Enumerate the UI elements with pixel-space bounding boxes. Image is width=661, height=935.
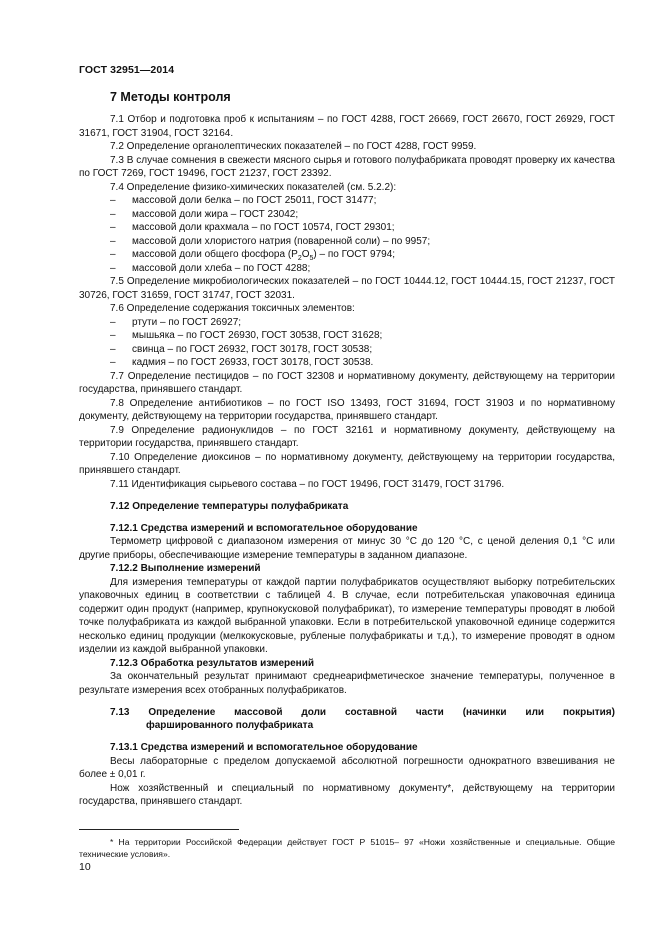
paragraph-7-13-1-b: Нож хозяйственный и специальный по нормативному документу*, действующему на территории государства, принявшего стандарт. bbox=[79, 782, 615, 807]
section-7-12-1-title: 7.12.1 Средства измерений и вспомогательное оборудование bbox=[110, 522, 418, 534]
document-header: ГОСТ 32951—2014 bbox=[79, 64, 175, 76]
section-title: 7 Методы контроля bbox=[110, 90, 231, 104]
list-item: – массовой доли хлористого натрия (поваренной соли) – по 9957; bbox=[110, 235, 431, 247]
list-item: – массовой доли хлеба – по ГОСТ 4288; bbox=[110, 262, 311, 274]
list-item: – кадмия – по ГОСТ 26933, ГОСТ 30178, ГОСТ 30538. bbox=[110, 357, 374, 368]
paragraph-7-8: 7.8 Определение антибиотиков – по ГОСТ ISO 13493, ГОСТ 31694, ГОСТ 31903 и по нормативному документу, действующему на территории государства, принявшего стандарт. bbox=[79, 397, 615, 422]
list-toxic-elements bbox=[79, 316, 615, 370]
document-body bbox=[79, 113, 615, 809]
paragraph-7-5: 7.5 Определение микробиологических показателей – по ГОСТ 10444.12, ГОСТ 10444.15, ГОСТ 21237, ГОСТ 30726, ГОСТ 31659, ГОСТ 31747, ГОСТ 32031. bbox=[79, 276, 615, 301]
list-item: – ртути – по ГОСТ 26927; bbox=[110, 316, 242, 328]
footnote: * На территории Российской Федерации действует ГОСТ Р 51015– 97 «Ножи хозяйственные и специальные. Общие технические условия». bbox=[79, 837, 615, 859]
list-item: – мышьяка – по ГОСТ 26930, ГОСТ 30538, ГОСТ 31628; bbox=[110, 330, 383, 341]
paragraph-7-11: 7.11 Идентификация сырьевого состава – по ГОСТ 19496, ГОСТ 31479, ГОСТ 31796. bbox=[110, 478, 505, 490]
paragraph-7-3: 7.3 В случае сомнения в свежести мясного сырья и готового полуфабриката проводят проверку их качества по ГОСТ 7269, ГОСТ 19496, ГОСТ 21237, ГОСТ 23392. bbox=[79, 154, 615, 179]
footnote-divider bbox=[79, 829, 239, 830]
paragraph-7-9: 7.9 Определение радионуклидов – по ГОСТ 32161 и нормативному документу, действующему на территории государства, принявшего стандарт. bbox=[79, 424, 615, 449]
page-number: 10 bbox=[79, 861, 91, 873]
list-item: – свинца – по ГОСТ 26932, ГОСТ 30178, ГОСТ 30538; bbox=[110, 343, 373, 355]
section-7-13-title: 7.13 Определение массовой доли составной части (начинки или покрытия) фаршированного полуфабриката bbox=[110, 706, 615, 731]
paragraph-7-12-3: За окончательный результат принимают среднеарифметическое значение температуры, полученное в результате измерения всех отобранных полуфабрикатов. bbox=[79, 671, 615, 696]
list-item: – массовой доли жира – ГОСТ 23042; bbox=[110, 208, 299, 220]
section-7-12-title: 7.12 Определение температуры полуфабриката bbox=[110, 500, 349, 512]
paragraph-7-10: 7.10 Определение диоксинов – по нормативному документу, действующему на территории государства, принявшего стандарт. bbox=[79, 451, 615, 476]
list-item: – массовой доли белка – по ГОСТ 25011, ГОСТ 31477; bbox=[110, 195, 377, 206]
list-physico-chemical bbox=[79, 194, 615, 275]
paragraph-7-12-1: Термометр цифровой с диапазоном измерения от минус 30 °С до 120 °С, с ценой деления 0,1 °С или другие приборы, обеспечивающие измерение температуры в заданном диапазоне. bbox=[79, 536, 615, 561]
section-7-13-1-title: 7.13.1 Средства измерений и вспомогательное оборудование bbox=[110, 742, 418, 753]
paragraph-7-7: 7.7 Определение пестицидов – по ГОСТ 32308 и нормативному документу, действующему на территории государства, принявшего стандарт. bbox=[79, 370, 615, 395]
paragraph-7-2: 7.2 Определение органолептических показателей – по ГОСТ 4288, ГОСТ 9959. bbox=[110, 141, 477, 152]
paragraph-7-1: 7.1 Отбор и подготовка проб к испытаниям – по ГОСТ 4288, ГОСТ 26669, ГОСТ 26670, ГОСТ 26929, ГОСТ 31671, ГОСТ 31904, ГОСТ 32164. bbox=[79, 114, 615, 139]
paragraph-7-4: 7.4 Определение физико-химических показателей (см. 5.2.2): bbox=[110, 181, 397, 193]
list-item: – массовой доли крахмала – по ГОСТ 10574, ГОСТ 29301; bbox=[110, 222, 395, 233]
paragraph-7-6: 7.6 Определение содержания токсичных элементов: bbox=[110, 303, 355, 314]
section-7-12-3-title: 7.12.3 Обработка результатов измерений bbox=[110, 657, 315, 669]
paragraph-7-13-1-a: Весы лабораторные с пределом допускаемой абсолютной погрешности однократного взвешивания не более ± 0,01 г. bbox=[79, 755, 615, 780]
section-7-12-2-title: 7.12.2 Выполнение измерений bbox=[110, 563, 261, 574]
paragraph-7-12-2: Для измерения температуры от каждой партии полуфабрикатов осуществляют выборку потребительских упаковочных единиц в соответствии с таблицей 4. В случае, если потребительская упаковочная единица содержит один продукт (например, крупнокусковой полуфабрикат), то измерение температуры проводят в любой точке полуфабриката из каждой выбранной упаковки. Если в потребительской упаковочной единице содержится несколько единиц продукции (мелкокусковые, рубленые полуфабрикаты и т.д.), то измерение проводят в одном изделии из каждой выбранной упаковки. bbox=[79, 576, 615, 655]
list-item: – массовой доли общего фосфора $(P_2O_5)$ – по ГОСТ 9794; bbox=[110, 249, 396, 262]
